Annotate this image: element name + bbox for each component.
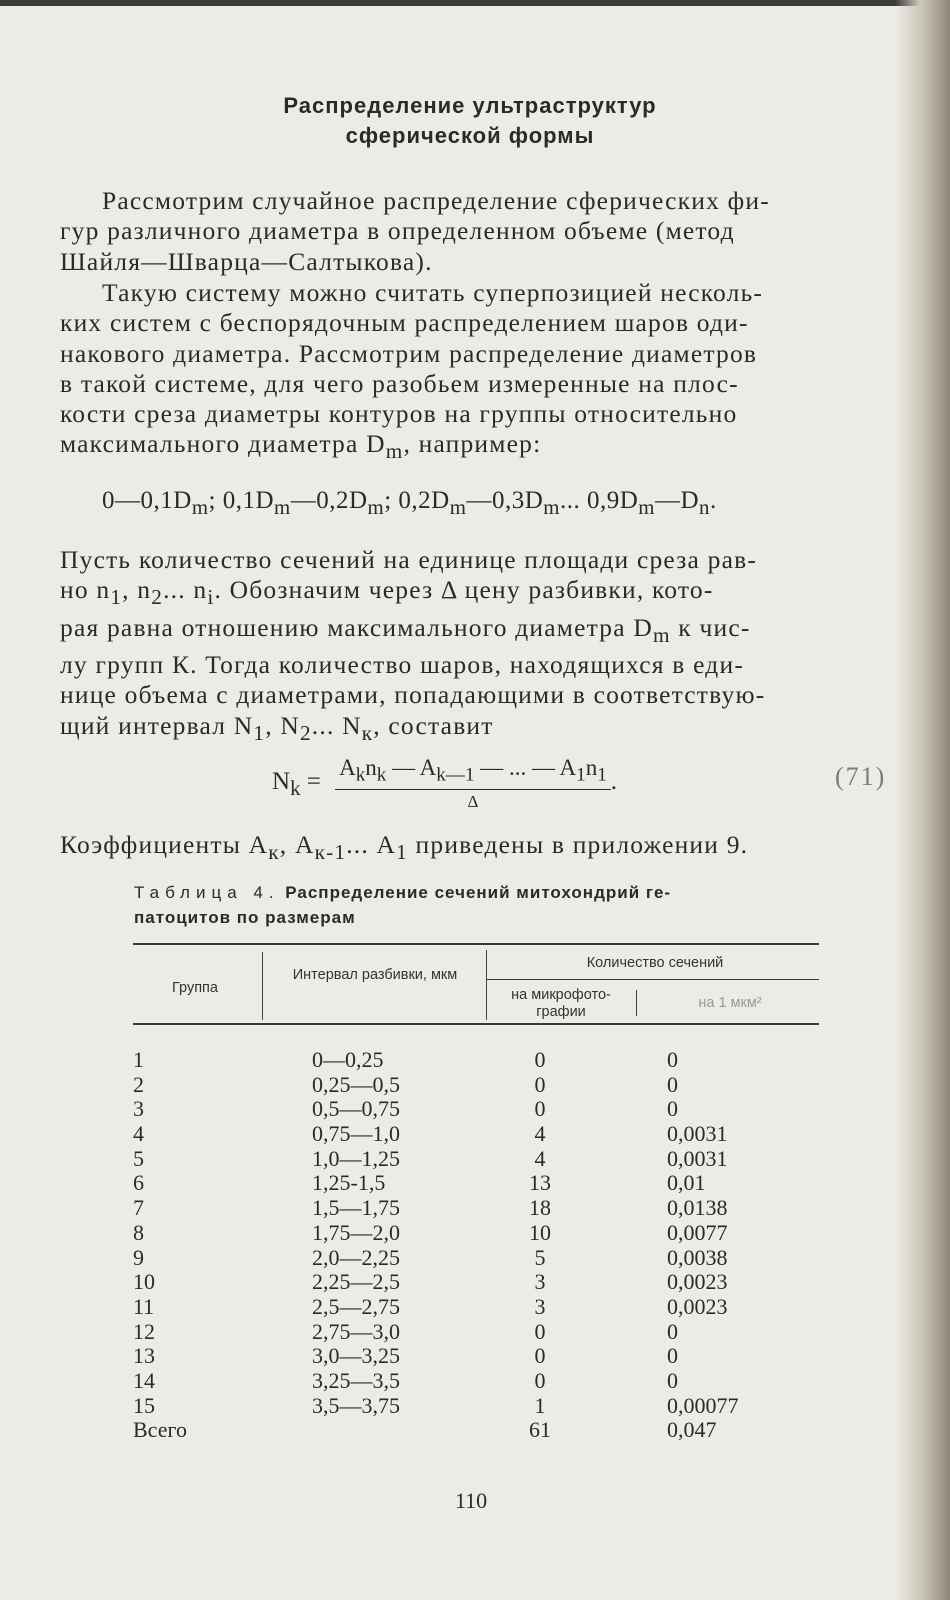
table-cell: 0: [667, 1047, 678, 1072]
paragraph-3-line: но $n_1$, $n_2$... $n_i$. Обозначим через Δ цену разбивки, кото-: [60, 575, 714, 610]
paragraph-3: [60, 545, 892, 748]
table-cell: 0,75—1,0: [312, 1121, 400, 1147]
table-cell: 6: [133, 1170, 144, 1196]
paragraph-1-line: гур различного диаметра в определенном объеме (метод: [60, 216, 735, 246]
page-number: 110: [455, 1488, 488, 1513]
table-cell: 2,0—2,25: [312, 1244, 400, 1270]
table-cell: 3,5—3,75: [312, 1392, 400, 1418]
table-cell: 0,5—0,75: [312, 1096, 400, 1122]
table-cell: 2,75—3,0: [312, 1318, 400, 1344]
table-vrule: [486, 950, 487, 1020]
table-cell: [312, 1418, 400, 1443]
table-cell: 0: [534, 1096, 546, 1122]
coefficients-sentence: Коэффициенты $A_к$, $A_{к-1}$... $A_1$ приведены в приложении 9.: [60, 830, 749, 865]
table-cell: 18: [529, 1195, 551, 1221]
table-cell: 0: [667, 1367, 678, 1393]
column-interval: [312, 1048, 400, 1443]
table-cell: 0,25—0,5: [312, 1071, 400, 1097]
table-cell: 2,25—2,5: [312, 1269, 400, 1295]
paragraph-1-line: Шайля—Шварца—Салтыкова).: [60, 246, 433, 276]
table-cell: 0,0023: [667, 1269, 728, 1295]
paragraph-1: [60, 186, 892, 277]
paragraph-2-line: в такой системе, для чего разобьем измеренные на плос-: [60, 368, 739, 398]
header-per-um: на 1 мкм²: [698, 995, 762, 1011]
table-cell: 4: [133, 1121, 144, 1147]
table-cell: 2,5—2,75: [312, 1293, 400, 1319]
table-cell: 0: [667, 1318, 678, 1344]
paragraph-3-line: Пусть количество сечений на единице площади среза рав-: [60, 545, 758, 574]
column-group: [133, 1048, 187, 1443]
table-cell: 4: [534, 1121, 546, 1147]
paragraph-3-line: лу групп К. Тогда количество шаров, находящихся в еди-: [60, 650, 745, 680]
paragraph-2-line-last: максимального диаметра $D_m$, например:: [60, 429, 542, 464]
paragraph-2-line: ких систем с беспорядочным распределением шаров оди-: [60, 308, 749, 338]
table-cell: 1,0—1,25: [312, 1145, 400, 1171]
table-cell: 0,0077: [667, 1219, 728, 1245]
table-vrule: [636, 990, 637, 1016]
table-cell: 0,0023: [667, 1293, 728, 1319]
table-cell: 2: [133, 1071, 144, 1097]
table-cell: 0,00077: [667, 1392, 739, 1418]
table-cell: 14: [133, 1367, 155, 1393]
section-heading-line2: сферической формы: [345, 123, 595, 148]
formula-numerator: $A_kn_k$ — $A_{k—1}$ — ... — $A_1n_1$: [335, 755, 611, 790]
table-cell: 0: [667, 1096, 678, 1122]
header-count: Количество сечений: [586, 955, 724, 971]
table-cell: 0: [534, 1047, 546, 1072]
table-cell: 9: [133, 1244, 144, 1270]
table-cell: 5: [534, 1244, 546, 1270]
paragraph-2-line: накового диаметра. Рассмотрим распределение диаметров: [60, 338, 758, 368]
table-cell: 0: [534, 1071, 546, 1097]
table-cell: 0,047: [667, 1417, 717, 1443]
diameter-series: $0—0,1D_m$; $0,1D_m—0,2D_m$; $0,2D_m—0,3D_m$... $0,9D_m—D_n$.: [102, 487, 717, 519]
table-cell: 0: [534, 1367, 546, 1393]
table-caption-line2: патоцитов по размерам: [134, 908, 356, 927]
table-subheader-rule: [487, 979, 819, 980]
table-cell: 1,75—2,0: [312, 1219, 400, 1245]
table-cell: 10: [529, 1219, 551, 1245]
paragraph-3-line: щий интервал $N_1$, $N_2$... $N_к$, составит: [60, 710, 494, 745]
column-per-um-count: [667, 1048, 739, 1443]
table-cell: 1: [534, 1392, 546, 1418]
table-vrule: [262, 952, 263, 1020]
table-cell: 3: [133, 1096, 144, 1122]
table-cell: 0,0138: [667, 1195, 728, 1221]
paragraph-1-line: Рассмотрим случайное распределение сферических фи-: [102, 186, 770, 215]
table-cell: 11: [133, 1293, 155, 1319]
table-cell: 0,0031: [667, 1121, 728, 1147]
table-cell: 0: [534, 1343, 546, 1369]
table-cell: 7: [133, 1195, 144, 1221]
table-cell: Всего: [133, 1417, 187, 1443]
paragraph-2: [60, 278, 892, 467]
binding-shadow: [895, 0, 950, 1600]
table-cell: 1,25-1,5: [312, 1170, 386, 1196]
table-caption: Таблица 4. Распределение сечений митохондрий ге-: [134, 883, 672, 902]
equation-number: (71): [835, 762, 887, 791]
header-group: Группа: [172, 980, 218, 996]
formula-denominator: Δ: [467, 791, 479, 811]
paragraph-2-line: кости среза диаметры контуров на группы относительно: [60, 399, 738, 429]
paragraph-3-line: нице объема с диаметрами, попадающими в соответствую-: [60, 680, 766, 710]
table-top-rule: [133, 943, 819, 945]
table-cell: 0,0038: [667, 1244, 728, 1270]
table-cell: 13: [529, 1170, 551, 1196]
table-cell: 1,5—1,75: [312, 1195, 400, 1221]
table-cell: 15: [133, 1392, 155, 1418]
table-label: Таблица 4.: [134, 883, 280, 902]
table-cell: 0: [534, 1318, 546, 1344]
table-cell: 3,0—3,25: [312, 1343, 400, 1369]
table-cell: 0—0,25: [312, 1047, 384, 1072]
formula-fraction: [335, 755, 611, 812]
header-interval: Интервал разбивки, мкм: [292, 967, 458, 983]
table-header-rule: [133, 1023, 819, 1025]
paragraph-3-line: рая равна отношению максимального диаметра $D_m$ к чис-: [60, 612, 751, 647]
top-edge-shadow: [0, 0, 950, 6]
table-cell: 61: [529, 1417, 551, 1443]
table-cell: 5: [133, 1145, 144, 1171]
table-cell: 12: [133, 1318, 155, 1344]
table-cell: 3: [534, 1269, 546, 1295]
table-cell: 0: [667, 1343, 678, 1369]
table-cell: 4: [534, 1145, 546, 1171]
table-cell: 0,0031: [667, 1145, 728, 1171]
column-photo-count: [520, 1048, 560, 1443]
table-cell: 3,25—3,5: [312, 1367, 400, 1393]
table-cell: 8: [133, 1219, 144, 1245]
section-heading-line1: Распределение ультраструктур: [283, 93, 657, 118]
table-cell: 13: [133, 1343, 155, 1369]
table-cell: 0,01: [667, 1170, 706, 1196]
paragraph-2-line: Такую систему можно считать суперпозицией несколь-: [102, 278, 764, 307]
table-cell: 3: [534, 1293, 546, 1319]
table-cell: 10: [133, 1269, 155, 1295]
table-cell: 0: [667, 1071, 678, 1097]
table-cell: 1: [133, 1047, 144, 1072]
formula-71: $N_k$ = $\frac{A_kn_k — A_{k—1} — ... — A_1n_1}{\Delta}$ .: [272, 755, 618, 811]
header-photo: на микрофото-графии: [511, 987, 611, 1020]
